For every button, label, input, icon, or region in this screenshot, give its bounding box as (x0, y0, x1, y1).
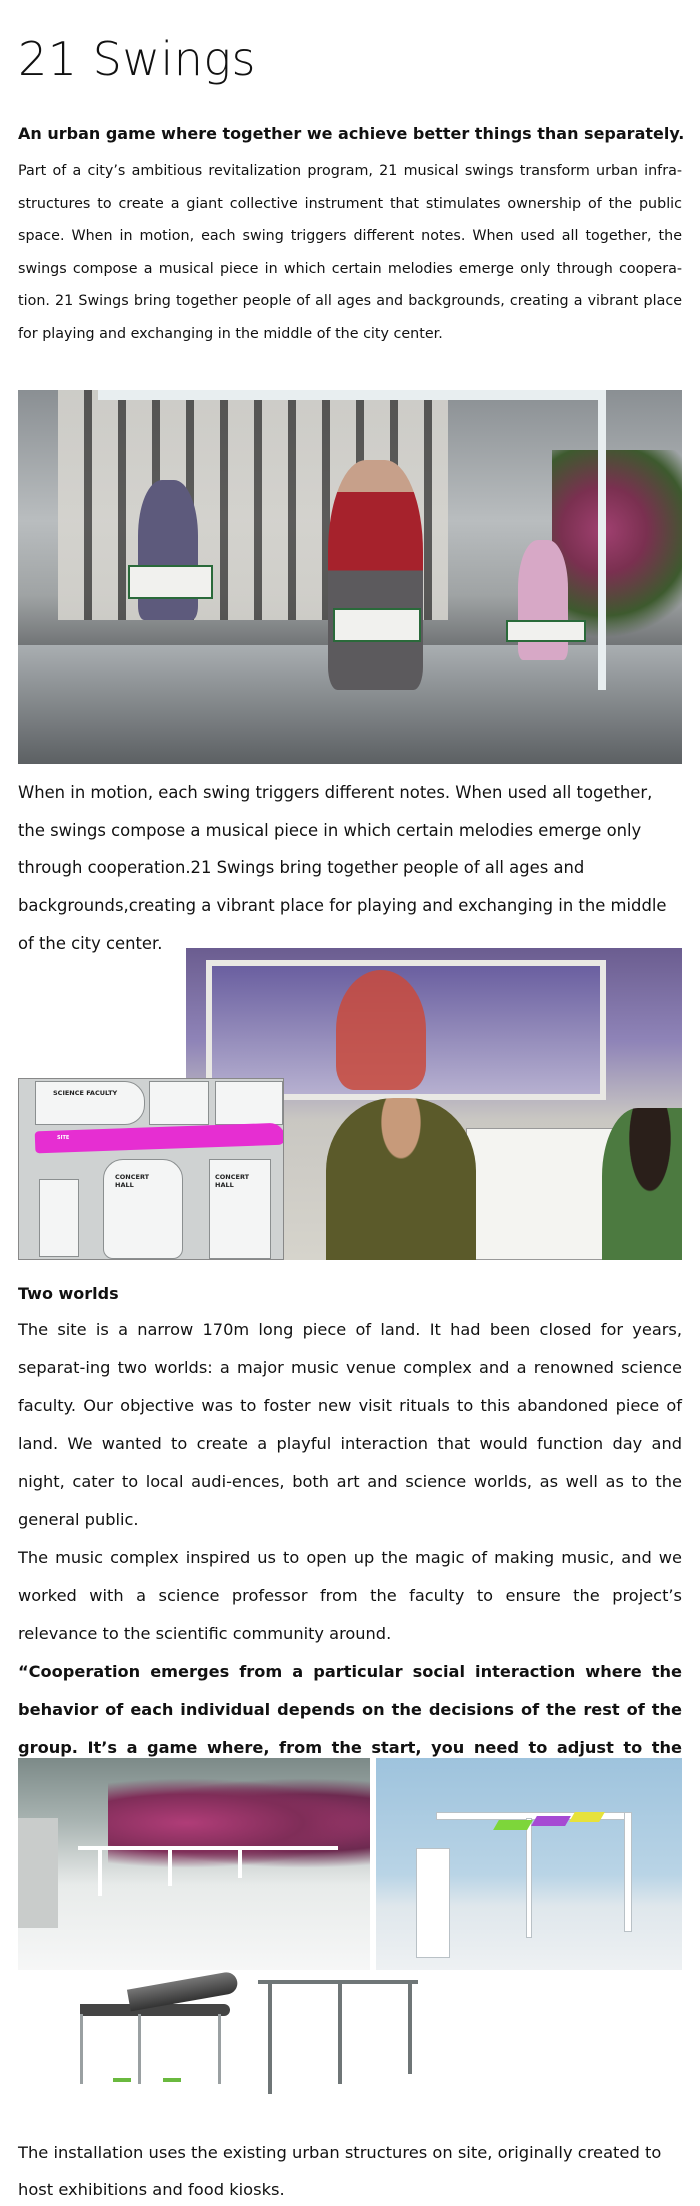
colour-panel (493, 1820, 533, 1830)
structure-diagram (18, 1970, 438, 2100)
render-wall (416, 1848, 450, 1958)
site-highlight (35, 1123, 284, 1154)
intro-paragraph: Part of a city’s ambitious revitalization program, 21 musical swings transform urban infra-structures to create a giant collective instrument that stimulates ownership of the public space. When in motion, each swing triggers different notes. When used all together, the swings compose a musical piece in which certain melodies emerge only through coopera-tion. 21 Swings bring together people of all ages and backgrounds, creating a vibrant place for playing and exchanging in the middle of the city center. (18, 163, 682, 342)
map-label-site: SITE (57, 1135, 70, 1141)
map-label-concert-hall: CONCERT HALL (115, 1173, 150, 1189)
diagram-post (408, 1984, 412, 2074)
render-wall (18, 1818, 58, 1928)
diagram-post (268, 1984, 272, 2094)
lead-paragraph: An urban game where together we achieve better things than separately. (18, 124, 685, 143)
structure-post (238, 1846, 242, 1878)
quote: “Cooperation emerges from a particular social interaction where the behavior of each individual depends on the decisions of the rest of the group. It’s a game where, from the start, you need to adjust to the (18, 1662, 682, 1757)
diagram-post (80, 2014, 83, 2084)
map-block (215, 1081, 283, 1125)
child-on-swing (518, 540, 568, 660)
colour-panel (569, 1812, 605, 1822)
section-paragraph: The site is a narrow 170m long piece of land. It had been closed for years, separat-ing two worlds: a major music venue complex and a renowned science faculty. Our objective was to foster new visit rituals to this abandoned piece of land. We wanted to create a playful interaction that would function day and night, cater to local audi-ences, both art and science worlds, as well as to the general public. (18, 1320, 682, 1529)
map-block (149, 1081, 209, 1125)
photo-caption: When in motion, each swing triggers different notes. When used all together, the swings compose a musical piece in which certain melodies emerge only through cooperation.21 Swings bring together people of all ages and backgrounds,creating a vibrant place for playing and exchanging in the middle of the city center. (18, 783, 667, 953)
map-block (39, 1179, 79, 1257)
street-render (18, 1758, 370, 1970)
structure-post (526, 1818, 532, 1938)
swing-seat-green (163, 2078, 181, 2082)
diagram-post (218, 2014, 221, 2084)
diagram-post (338, 1984, 342, 2084)
woman-in-meeting (602, 1108, 682, 1260)
swing-seat (128, 565, 213, 599)
swing-seat (333, 608, 421, 642)
swing-frame-top (98, 390, 598, 400)
structure-render (376, 1758, 682, 1970)
structure-post (98, 1846, 102, 1896)
closing-paragraph: The installation uses the existing urban structures on site, originally created to host exhibitions and food kiosks. (18, 2143, 662, 2199)
swings-photo (18, 390, 682, 764)
section-paragraph: The music complex inspired us to open up the magic of making music, and we worked with a science professor from the faculty to ensure the project’s relevance to the scientific community around. (18, 1548, 682, 1643)
colour-panel (531, 1816, 571, 1826)
child-on-swing (138, 480, 198, 620)
structure-beam (78, 1846, 338, 1850)
structure-post (624, 1812, 632, 1932)
structure-post (168, 1846, 172, 1886)
adult-on-swing (328, 460, 423, 690)
map-label-concert-hall: CONCERT HALL (215, 1173, 250, 1189)
diagram-post (138, 2014, 141, 2084)
page-title: 21 Swings (18, 32, 256, 86)
swing-frame-post (598, 390, 606, 690)
swing-seat (506, 620, 586, 642)
section-heading: Two worlds (18, 1284, 119, 1303)
man-in-meeting (326, 1098, 476, 1260)
map-label-science-faculty: SCIENCE FACULTY (53, 1089, 118, 1097)
map-block (35, 1081, 145, 1125)
site-map (18, 1078, 284, 1260)
section-body (18, 1311, 682, 1805)
swing-seat-green (113, 2078, 131, 2082)
red-shape (336, 970, 426, 1090)
